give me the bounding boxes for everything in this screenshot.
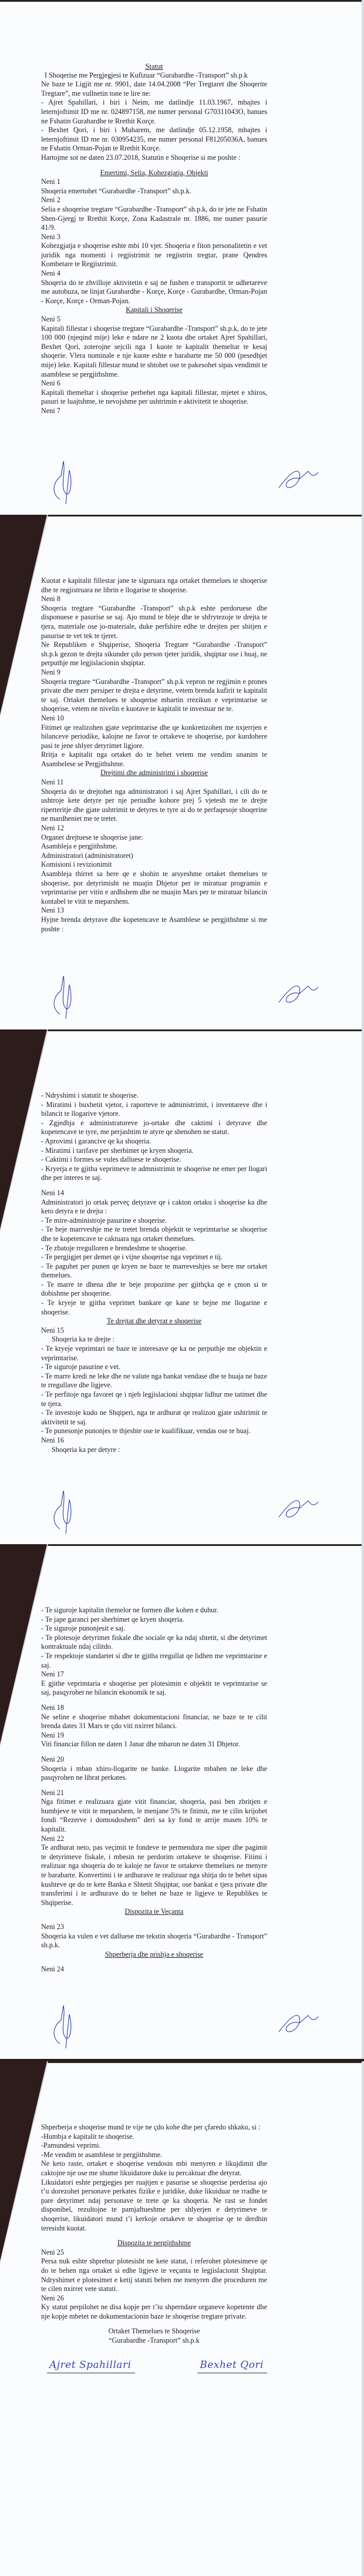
initials-signature-right [276, 464, 323, 494]
paragraph: - Te investoje kudo ne Shqiperi, nga te ardhurat qe realizon gjate ushtrimit te aktivitetit te saj. [41, 1408, 267, 1426]
document-page [0, 1544, 364, 2059]
paragraph: -Pamundesi veprimi. [41, 2141, 101, 2150]
document-page [0, 515, 364, 1029]
scan-edge [362, 2061, 364, 2576]
scan-edge [362, 1029, 364, 1544]
paragraph: Shoqeria tregtare “Gurabardhe -Transport” sh.p.k eshte perdoruese dhe disponuese e pasurise se saj. Ajo mund te bleje dhe te shfrytezoje te drejta te tjera, materiale ose jo-materiale, duke perfshire edhe te drejten per shitjen e pasurise te vet tek te tjeret. [41, 603, 267, 640]
paragraph: - Bexhet Qori, i biri i Muharem, me datlindje 05.12.1958, mbajtes i leternjoftimit ID me nr. 030954235, me numer personal F81205036A, banues ne Fshatin Orman-Pojan te Rrethit Korçe. [41, 126, 267, 153]
paragraph: -Humbja e kapitalit te shoqerise. [41, 2132, 134, 2141]
paragraph: Administratori (administratoret) [41, 851, 133, 860]
paragraph: - Te beje marrveshje me te tretet brenda objektit te veprimtarise se shoqerise dhe te kopetencave te caktuara nga ortaket themelues. [41, 1225, 267, 1243]
paragraph: Shoqeria do te zhvilloje aktivitetin e saj ne fushen e transportit te udhetareve me autobuza, ne linjat Gurabardhe - Korçe, Korçe - Gurabardhe, Orman-Pojan - Korçe, Korçe - Orman-Pojan. [41, 278, 267, 305]
section-heading: Dispozita te Veçanta [124, 1907, 184, 1916]
article-number: Neni 8 [41, 595, 60, 603]
paragraph: E gjithe veprimtaria e shoqerise per plotesimin e objektit te veprimtarise se saj, pasqyrohet ne bilancin ekonomik te saj. [41, 1679, 267, 1697]
section-heading: Shperberja dhe prishja e shoqerise [105, 1950, 204, 1958]
scan-shadow [0, 2061, 47, 2261]
closing-line: “Gurabardhe -Transport” sh.p.k [109, 2336, 200, 2345]
article-number: Neni 5 [41, 315, 60, 324]
document-page [0, 0, 364, 515]
scan-edge [0, 1029, 364, 1031]
spacer [41, 2233, 267, 2239]
section-heading: Te drejtat dhe detyrat e shoqerise [106, 1317, 202, 1326]
paragraph: - Te perfitoje nga favoret qe i njeh legjislacioni shqiptar lidhur me tatimet dhe te tjera. [41, 1390, 267, 1408]
paragraph: Shoqeria ka vulen e vet dalluese me tekstin shoqeria “Gurabardhe - Transport” sh.p.k. [41, 1931, 267, 1950]
spacer [41, 1917, 267, 1923]
article-number: Neni 20 [41, 1755, 64, 1763]
paragraph: - Te punesonje punonjes te thjeshte ose te kualifikuar, vendas ose te huaj. [41, 1427, 251, 1435]
document-title: Statut [145, 62, 163, 71]
paragraph: Hyjne brenda detyrave dhe kopetencave te Asamblese se pergjithshme si me poshte : [41, 915, 267, 933]
signature-founder-1: Ajret Spahillari [47, 2359, 135, 2373]
initials-signature-left [48, 1488, 77, 1538]
paragraph: Shoqeria ka te drejte : [52, 1335, 114, 1344]
paragraph: Nga fitimet e realizuara gjate vitit financiar, shoqeria, pasi ben zbritjen e humbjeve te vitit te meparshem, le menjane 5% te fitimit, me te cilin krijohet fondi “Rezerve i domosdoshem” deri sa ky fond te arrije masen 10% te kapitalit. [41, 1797, 267, 1834]
initials-signature-left [48, 2003, 77, 2052]
paragraph: - Te siguroje punonjesit e saj. [41, 1624, 126, 1633]
paragraph: - Te kryeje veprimtari ne baze te interesave qe ka ne perputhje me objektin e veprimtarise. [41, 1344, 267, 1362]
paragraph: - Kryerja e te gjitha veprimeve te admnistrimit te shoqerise ne emer per llogari dhe per interes te saj. [41, 1164, 267, 1182]
signature-founder-2: Bexhet Qori [197, 2359, 267, 2373]
paragraph: - Aprovimi i garancive qe ka shoqeria. [41, 1136, 151, 1145]
paragraph: - Te siguroje pasurine e vet. [41, 1363, 120, 1371]
spacer [41, 1183, 267, 1189]
spacer [41, 2321, 267, 2327]
paragraph: Shoqeria tregtare “Gurabardhe -Transport” sh.p.k vepron ne regjimin e prones private dhe merr persiper te drejta e detyrime, vetem brenda kufirit te kapitalit te saj. Ortaket themelues te shoqerise mbartin rrezikun e veprimtarise se shoqerise, vetem ne nivelin e kuotave te kapitalit te investuar ne te. [41, 677, 267, 713]
spacer [41, 163, 267, 169]
article-number: Neni 26 [41, 2293, 64, 2302]
scan-shadow [0, 1029, 47, 1229]
closing-line: Ortaket Themelues te Shoqerise [108, 2327, 200, 2336]
paragraph: Shoqeria ka per detyre : [52, 1445, 120, 1454]
scan-edge [362, 1544, 364, 2059]
scan-edge [362, 0, 364, 515]
paragraph: Kapitali themeltar i shoqerise perbehet nga kapitali fillestar, mjetet e xhiros, pasuri te luajtshme, te nevojshme per ushtrimin e aktivitetit te shoqerise. [41, 388, 267, 406]
paragraph: Likuidatori eshte pergjegjes per ruajtjen e pasurise se shoqerise perderisa ajo t’u dorezohet personave perkates fizike e juridike, duke likuiduar ne rradhe te pare detyrimet ndaj personave te trete qe ka shoqeria. Ne rast se fondet disponibel, rezultojne te pamjaftueshme per shlyerjen e detyrimeve te shoqerise, likuidatori mund t’i kerkoje ortakeve te shoqerise qe te derdhin teresisht kuotat. [41, 2178, 267, 2232]
article-number: Neni 21 [41, 1788, 64, 1797]
paragraph: Administratori jo ortak perveç detyrave qe i cakton ortaku i shoqerise ka dhe keto detyra e te drejta : [41, 1198, 267, 1216]
paragraph: Viti financiar fillon ne daten 1 Janar dhe mbaron ne daten 31 Dhjetor. [41, 1740, 240, 1749]
article-number: Neni 9 [41, 668, 60, 676]
paragraph: Shoqeria do te drejtohet nga administratori i saj Ajret Spahillari, i cili do te ushtroje kete detyre per nje periudhe kohore prej 5 vjetesh me te drejte riperteritje dhe gjate ushtrimit te detyres te tyre ai do te perfaqesoje shoqerine ne mardheniet me te tretet. [41, 787, 267, 823]
scan-edge [0, 0, 364, 2]
paragraph: -Me vendim te asamblese te pergjithshme. [41, 2150, 163, 2159]
article-number: Neni 1 [41, 177, 60, 186]
paragraph: - Te respektoje standartet si dhe te gjitha rregullat qe lidhen me veprimtarine e saj. [41, 1651, 267, 1669]
scan-edge [0, 515, 364, 516]
article-number: Neni 17 [41, 1670, 64, 1679]
paragraph: - Te plotesoje detyrimet fiskale dhe sociale qe ka ndaj shtetit, si dhe detyrimet kontraktuale ndaj cilitdo. [41, 1633, 267, 1651]
paragraph: Persa nuk eshte shprehur plotesisht ne kete statut, i referohet plotesimeve qe do te behen nga ortaket si edhe ligjeve te veçanta te legjislacionit Shqiptar. Ndryshimet e plotesimet e ketij statuti behen me menyren dhe proceduren me te cilen nxirret vete statuti. [41, 2257, 267, 2293]
paragraph: Ky statut perpilohet ne disa kopje per t’iu shperndare organeve kopetente dhe nje kopje mbetet ne dokumentacionin baze te shoqerise tregtare private. [41, 2303, 267, 2320]
paragraph: Kuotat e kapitalit fillestar jane te siguruara nga ortaket themelues te shoqerise dhe te regjistruara ne librin e llogarise te shoqerise. [41, 576, 267, 594]
paragraph: - Te pergjigjet per demet qe i vijne shoqerise nga veprimet e tij. [41, 1253, 223, 1262]
article-number: Neni 25 [41, 2248, 64, 2256]
section-heading: Kapitali i Shoqerise [126, 306, 183, 314]
article-number: Neni 18 [41, 1703, 64, 1712]
paragraph: - Te mire-administroje pasurine e shoqerise. [41, 1216, 167, 1225]
paragraph: - Te marre te dhena dhe te beje propozime per gjithçka qe e çmon si te dobishme per shoqerine. [41, 1280, 267, 1298]
paragraph: - Miratimi i tarifave per sherbimet qe kryen shoqeria. [41, 1146, 194, 1155]
spacer [41, 1783, 267, 1789]
article-number: Neni 13 [41, 906, 64, 915]
paragraph: Selia e shoqerise tregtare “Gurabardhe -Transport” sh.p.k, do te jete ne Fshatin Shen-Gjergj te Rrethit Korçe, Zona Kadastrale nr. 1886, me numer pasurie 41/9. [41, 204, 267, 232]
paragraph: Shperberja e shoqerise mund te vije ne çdo kohe dhe per çfaredo shkaku, si : [41, 2123, 261, 2131]
paragraph: Kapitali fillestar i shoqerise tregtare “Gurabardhe -Transport” sh.p.k, do te jete 100 000 (njeqind mije) leke e ndare ne 2 kuota dhe ortaket Ajret Spahillari, Bexhet Qori, zoterojne sejcili nga 1 kuote te kapitalit themeltar te kesaj shoqerie. Vlera nominale e nje kuote eshte e barabarte me 50 000 (pesedhjet mije) leke. Kapitali fillestar mund te shtohet ose te pakesohet sipas vendimit te asamblese se pergjithshme. [41, 324, 267, 378]
spacer [41, 1749, 267, 1755]
page-text [41, 576, 267, 934]
paragraph: Komisioni i revizionimit [41, 860, 112, 869]
subtitle: I Shoqerise me Pergjegjesi te Kufizuar “Gurabardhe -Transport” sh.p.k [45, 71, 248, 79]
paragraph: - Te marre kredi ne leke dhe ne valute nga bankat vendase dhe te huaja ne baze te rregullave dhe ligjeve. [41, 1371, 267, 1390]
paragraph: - Te paguhet per punen qe kryen ne baze te marreveshjes se bere me ortaket themelues. [41, 1262, 267, 1280]
article-number: Neni 23 [41, 1923, 64, 1931]
paragraph: - Te siguroje kapitalin themelor ne formen dhe kohen e duhur. [41, 1606, 218, 1614]
paragraph: Ne seline e shoqerise mbahet dokumentacioni financiar, ne baze te te cilit brenda dates 31 Mars te çdo viti nxirret bilanci. [41, 1712, 267, 1730]
page-text [41, 2123, 267, 2373]
page-text [41, 1606, 267, 1974]
paragraph: Kohezgjatja e shoqerise eshte mbi 10 vjet. Shoqeria e fiton personalitetin e vet juridik nga momenti i regjistrimit ne regjistrin tregtar, prane Qendres Kombetare te Regjistrimit. [41, 242, 267, 269]
article-number: Neni 2 [41, 196, 60, 204]
scan-edge [0, 1544, 364, 1546]
section-heading: Dispozita te pergjithshme [117, 2239, 191, 2248]
paragraph: Asambleja e pergjithshme. [41, 842, 118, 851]
scan-edge [0, 2061, 364, 2063]
paragraph: Shoqeria i mban xhiro-llogarite ne banke. Llogarite mbahen ne leke dhe pasqyrohen ne librat perkates. [41, 1764, 267, 1782]
page-text [41, 1091, 267, 1454]
paragraph: Hartojme sot ne daten 23.07.2018, Statutin e Shoqerise si me poshte : [41, 153, 241, 162]
paragraph: Ne baze te Ligjit me nr. 9901, date 14.04.2008 “Per Tregtaret dhe Shoqerite Tregtare”, me vullnetin tone te lire ne: [41, 80, 267, 98]
paragraph: Te ardhurat neto, pas veçimit te fondeve te permendura me siper dhe pagimit te detyrimeve fiskale, i mbesin ne perdorim ortakeve te shoqerise. Fitimi i realizuar nga shoqeria do te kaloje ne favor te ortakeve themelues ne menyre te barabarte. Konvertimi i te ardhurave te realizuar nga shitja do te behet sipas kushteve qe do te kete Banka e Shtetit Shqiptar, ose bankat e tjera private dhe transferimi i te ardhurave do te behet ne baze te ligjeve te Republikes te Shqiperise. [41, 1843, 267, 1907]
article-number: Neni 22 [41, 1834, 64, 1843]
paragraph: - Te zbatoje rregulloren e brendeshme te shoqerise. [41, 1243, 187, 1252]
section-heading: Drejtimi dhe administrimi i shoqerise [100, 769, 208, 777]
document-page [0, 2061, 364, 2576]
article-number: Neni 24 [41, 1965, 64, 1974]
initials-signature-right [276, 1494, 323, 1523]
paragraph: - Te kryeje te gjitha veprimet bankare qe kane te bejne me llogarine e shoqerise. [41, 1299, 267, 1316]
scan-edge [362, 515, 364, 1029]
initials-signature-left [48, 458, 77, 508]
paragraph: Shoqeria emertohet “Gurabardhe -Transport” sh.p.k. [41, 186, 191, 195]
paragraph: Fitimet qe realizohen gjate veprimtarise dhe qe konkretizohen me nxjerrjen e bilanceve periodike, kalojne ne favor te ortakeve te shoqerise, por kurdohere pasi te jene shlyer detyrimet ligjore. [41, 723, 267, 750]
article-number: Neni 12 [41, 824, 64, 833]
article-number: Neni 15 [41, 1326, 64, 1334]
article-number: Neni 6 [41, 379, 60, 388]
paragraph: - Caktimi i formes se vules dalluese te shoqerise. [41, 1155, 181, 1164]
article-number: Neni 11 [41, 778, 64, 787]
article-number: Neni 10 [41, 713, 64, 722]
page-text [41, 62, 267, 416]
document-page [0, 1029, 364, 1544]
paragraph: Organet drejtuese te shoqerise jane: [41, 833, 143, 841]
initials-signature-right [276, 2008, 323, 2038]
paragraph: Rritja e kapitalit nga ortaket do te behet vetem me vendim unanim te Asambelese se Pergjithshme. [41, 750, 267, 768]
paragraph: - Te jape garanci per sherbimet qe kryen shoqeria. [41, 1615, 184, 1624]
article-number: Neni 3 [41, 232, 60, 241]
initials-signature-right [276, 979, 323, 1008]
section-heading: Emertimi, Selia, Kohezgjatja, Objekti [100, 168, 208, 177]
article-number: Neni 4 [41, 269, 60, 278]
paragraph: - Zgjedhja e administratoreve jo-ortake dhe caktimi i detyrave dhe kopetencave te tyre, me perjashtim te atyre qe shenohen ne statut. [41, 1118, 267, 1136]
paragraph: Ne Republiken e Shqiperise, Shoqeria Tregtare “Gurabardhe -Transport” sh.p.k gezon te drejta sikunder çdo person tjeter juridik, shqiptar ose i huaj, ne perputhje me legjislacionin shqiptar. [41, 640, 267, 668]
scan-shadow [0, 1544, 47, 1744]
paragraph: - Ajret Spahillari, i biri i Neim, me datlindje 11.03.1967, mbajtes i leternjoftimit ID me nr. 024897158, me numer personal G70311043O, banues ne Fshatin Gurabardhe te Rrethit Korçe. [41, 98, 267, 125]
paragraph: - Ndryshimi i statutit te shoqerise. [41, 1091, 139, 1099]
article-number: Neni 19 [41, 1730, 64, 1739]
scan-shadow [0, 515, 47, 715]
initials-signature-left [48, 973, 77, 1023]
paragraph: Asambleja thirret sa here qe e shohin te arsyeshme ortaket themelues te shoqerise, por detyrimisht ne muajin Dhjetor per te miratuar programin e veprimtarise per vitin e ardhshem dhe ne muajin Mars per te miratuar bilancin kontabel te vitit te meparshem. [41, 870, 267, 905]
founder-signatures [41, 2359, 267, 2373]
paragraph: Ne keto raste, ortaket e shoqerise vendosin mbi menyren e likujdimit dhe caktojne nje ose me shume likuidatore duke iu percaktuar dhe detyrat. [41, 2159, 267, 2177]
spacer [41, 1698, 267, 1703]
spacer [41, 1959, 267, 1965]
article-number: Neni 7 [41, 406, 60, 415]
paragraph: - Miratimi i buxhetit vjetor, i raporteve te administrimit, i inventareve dhe i bilancit te llogarive vjetore. [41, 1100, 267, 1118]
article-number: Neni 14 [41, 1188, 64, 1197]
article-number: Neni 16 [41, 1435, 64, 1444]
